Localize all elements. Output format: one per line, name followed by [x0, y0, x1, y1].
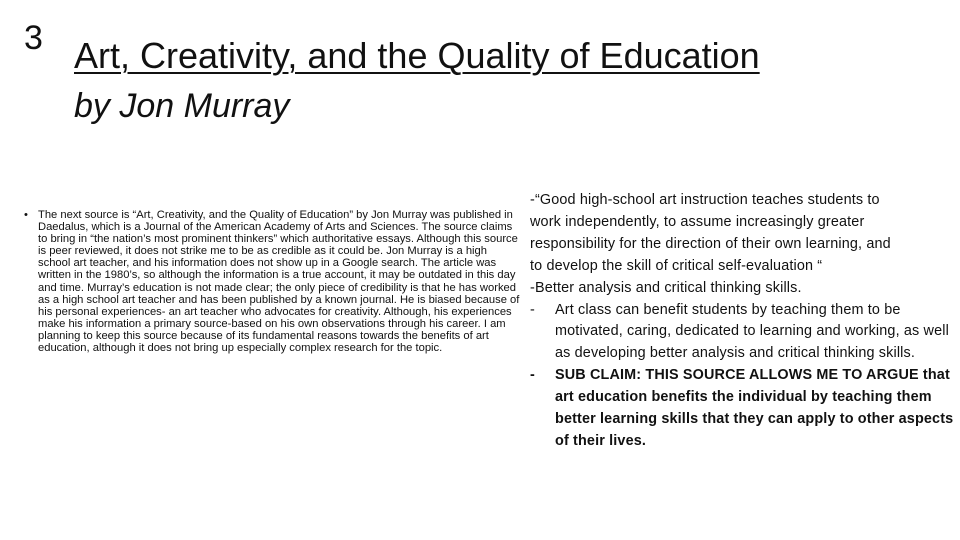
- slide-subtitle: by Jon Murray: [74, 87, 290, 125]
- slide-number: 3: [24, 19, 43, 57]
- dash-marker: -: [530, 367, 535, 384]
- dash-marker: -: [530, 301, 535, 318]
- source-evaluation-bullet: [24, 209, 522, 354]
- claims-column: [530, 190, 955, 453]
- source-evaluation-column: [24, 209, 522, 354]
- sub-claim-text: SUB CLAIM: THIS SOURCE ALLOWS ME TO ARGUE that art education benefits the individual by teaching them better learning skills that they can apply to other aspects of their lives.: [555, 367, 954, 449]
- quote-line: -“Good high-school art instruction teaches students to: [530, 192, 880, 208]
- slide-title: Art, Creativity, and the Quality of Education: [74, 35, 760, 76]
- analysis-point: -Better analysis and critical thinking skills.: [530, 279, 802, 296]
- quote-line: work independently, to assume increasingly greater: [530, 213, 865, 230]
- claim-text: Art class can benefit students by teaching them to be motivated, caring, dedicated to learning and working, as well as developing better analysis and critical thinking skills.: [555, 301, 949, 362]
- claim-item: [530, 300, 955, 366]
- quote-line: to develop the skill of critical self-evaluation “: [530, 257, 823, 274]
- sub-claim-item: [530, 365, 955, 453]
- quote-line: responsibility for the direction of their own learning, and: [530, 235, 891, 252]
- source-evaluation-text: The next source is “Art, Creativity, and the Quality of Education” by Jon Murray was published in Daedalus, which is a Journal of the American Academy of Arts and Sciences. The source claims to bring in “the nation’s most prominent thinkers” which authoritative essays. Although this source is peer reviewed, it does not strike me to be as credible as it could be. Jon Murray is a high school art teacher, and his information does not show up in a Google search. The article was written in the 1980’s, so although the information is a true account, it may be outdated in this day and time. Murray’s education is not made clear; the only piece of credibility is that he has worked as a high school art teacher and has been published by a known journal. He is biased because of his personal experiences- an art teacher who advocates for creativity. Although, his experiences make his information a primary source-based on his own observations through his career. I am planning to keep this source because of its fundamental reasons towards the benefits of art education, although it does not bring up especially complex research for the topic.: [38, 209, 520, 355]
- bullet-marker: •: [24, 209, 28, 221]
